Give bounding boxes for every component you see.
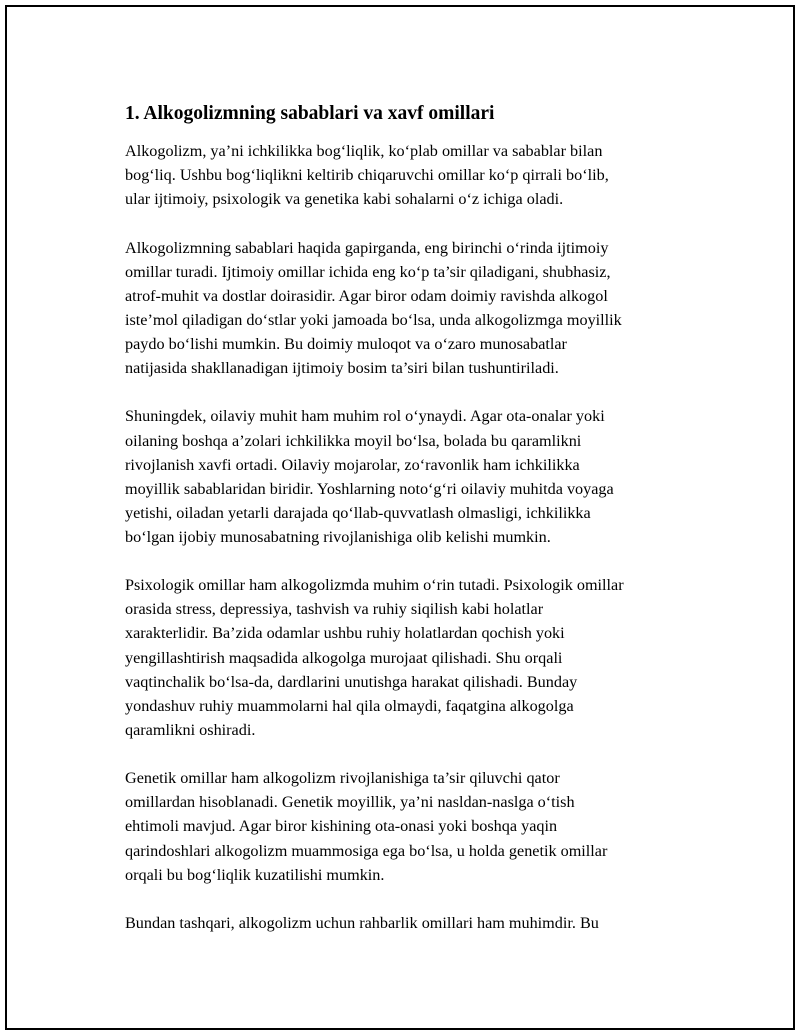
text-line: orasida stress, depressiya, tashvish va ruhiy siqilish kabi holatlar <box>125 600 544 619</box>
section-heading: 1. Alkogolizmning sabablari va xavf omillari <box>125 103 495 124</box>
text-line: omillar turadi. Ijtimoiy omillar ichida eng ko‘p ta’sir qiladigani, shubhasiz, <box>125 262 611 281</box>
paragraph <box>125 404 700 549</box>
paragraph <box>125 766 700 886</box>
text-line: Genetik omillar ham alkogolizm rivojlanishiga ta’sir qiluvchi qator <box>125 769 560 788</box>
text-line: Alkogolizm, ya’ni ichkilikka bog‘liqlik, ko‘plab omillar va sabablar bilan <box>125 142 603 160</box>
text-line: ular ijtimoiy, psixologik va genetika kabi sohalarni o‘z ichiga oladi. <box>125 190 564 209</box>
text-line: Shuningdek, oilaviy muhit ham muhim rol o‘ynaydi. Agar ota-onalar yoki <box>125 407 605 426</box>
text-line: Bundan tashqari, alkogolizm uchun rahbarlik omillari ham muhimdir. Bu <box>125 914 599 933</box>
paragraph <box>125 236 700 381</box>
text-line: yondashuv ruhiy muammolarni hal qila olmaydi, faqatgina alkogolga <box>125 696 574 715</box>
text-line: moyillik sabablaridan biridir. Yoshlarning noto‘g‘ri oilaviy muhitda voyaga <box>125 479 614 498</box>
text-line: ehtimoli mavjud. Agar biror kishining ota-onasi yoki boshqa yaqin <box>125 817 558 836</box>
text-line: Alkogolizmning sabablari haqida gapirganda, eng birinchi o‘rinda ijtimoiy <box>125 238 609 257</box>
text-line: omillardan hisoblanadi. Genetik moyillik, ya’ni nasldan-naslga o‘tish <box>125 793 575 812</box>
page-frame <box>5 5 795 1030</box>
text-line: qarindoshlari alkogolizm muammosiga ega bo‘lsa, u holda genetik omillar <box>125 841 608 860</box>
paragraph <box>125 573 700 742</box>
document-content <box>125 102 700 959</box>
text-line: iste’mol qiladigan do‘stlar yoki jamoada bo‘lsa, unda alkogolizmga moyillik <box>125 310 622 329</box>
text-line: bog‘liq. Ushbu bog‘liqlikni keltirib chiqaruvchi omillar ko‘p qirrali bo‘lib, <box>125 166 609 185</box>
text-line: orqali bu bog‘liqlik kuzatilishi mumkin. <box>125 865 385 884</box>
text-line: paydo bo‘lishi mumkin. Bu doimiy muloqot va o‘zaro munosabatlar <box>125 334 567 353</box>
text-line: xarakterlidir. Ba’zida odamlar ushbu ruhiy holatlardan qochish yoki <box>125 624 565 643</box>
text-line: qaramlikni oshiradi. <box>125 720 256 739</box>
paragraph <box>125 911 700 935</box>
text-line: bo‘lgan ijobiy munosabatning rivojlanishiga olib kelishi mumkin. <box>125 527 551 546</box>
paragraph-list <box>125 139 700 935</box>
text-line: oilaning boshqa a’zolari ichkilikka moyil bo‘lsa, bolada bu qaramlikni <box>125 431 582 450</box>
text-line: atrof-muhit va dostlar doirasidir. Agar biror odam doimiy ravishda alkogol <box>125 286 608 305</box>
text-line: rivojlanish xavfi ortadi. Oilaviy mojarolar, zo‘ravonlik ham ichkilikka <box>125 455 580 474</box>
text-line: yengillashtirish maqsadida alkogolga murojaat qilishadi. Shu orqali <box>125 648 563 667</box>
text-line: Psixologik omillar ham alkogolizmda muhim o‘rin tutadi. Psixologik omillar <box>125 576 624 595</box>
text-line: natijasida shakllanadigan ijtimoiy bosim ta’siri bilan tushuntiriladi. <box>125 359 559 378</box>
text-line: vaqtinchalik bo‘lsa-da, dardlarini unutishga harakat qilishadi. Bunday <box>125 672 578 691</box>
text-line: yetishi, oiladan yetarli darajada qo‘llab-quvvatlash olmasligi, ichkilikka <box>125 503 591 522</box>
paragraph <box>125 139 700 211</box>
